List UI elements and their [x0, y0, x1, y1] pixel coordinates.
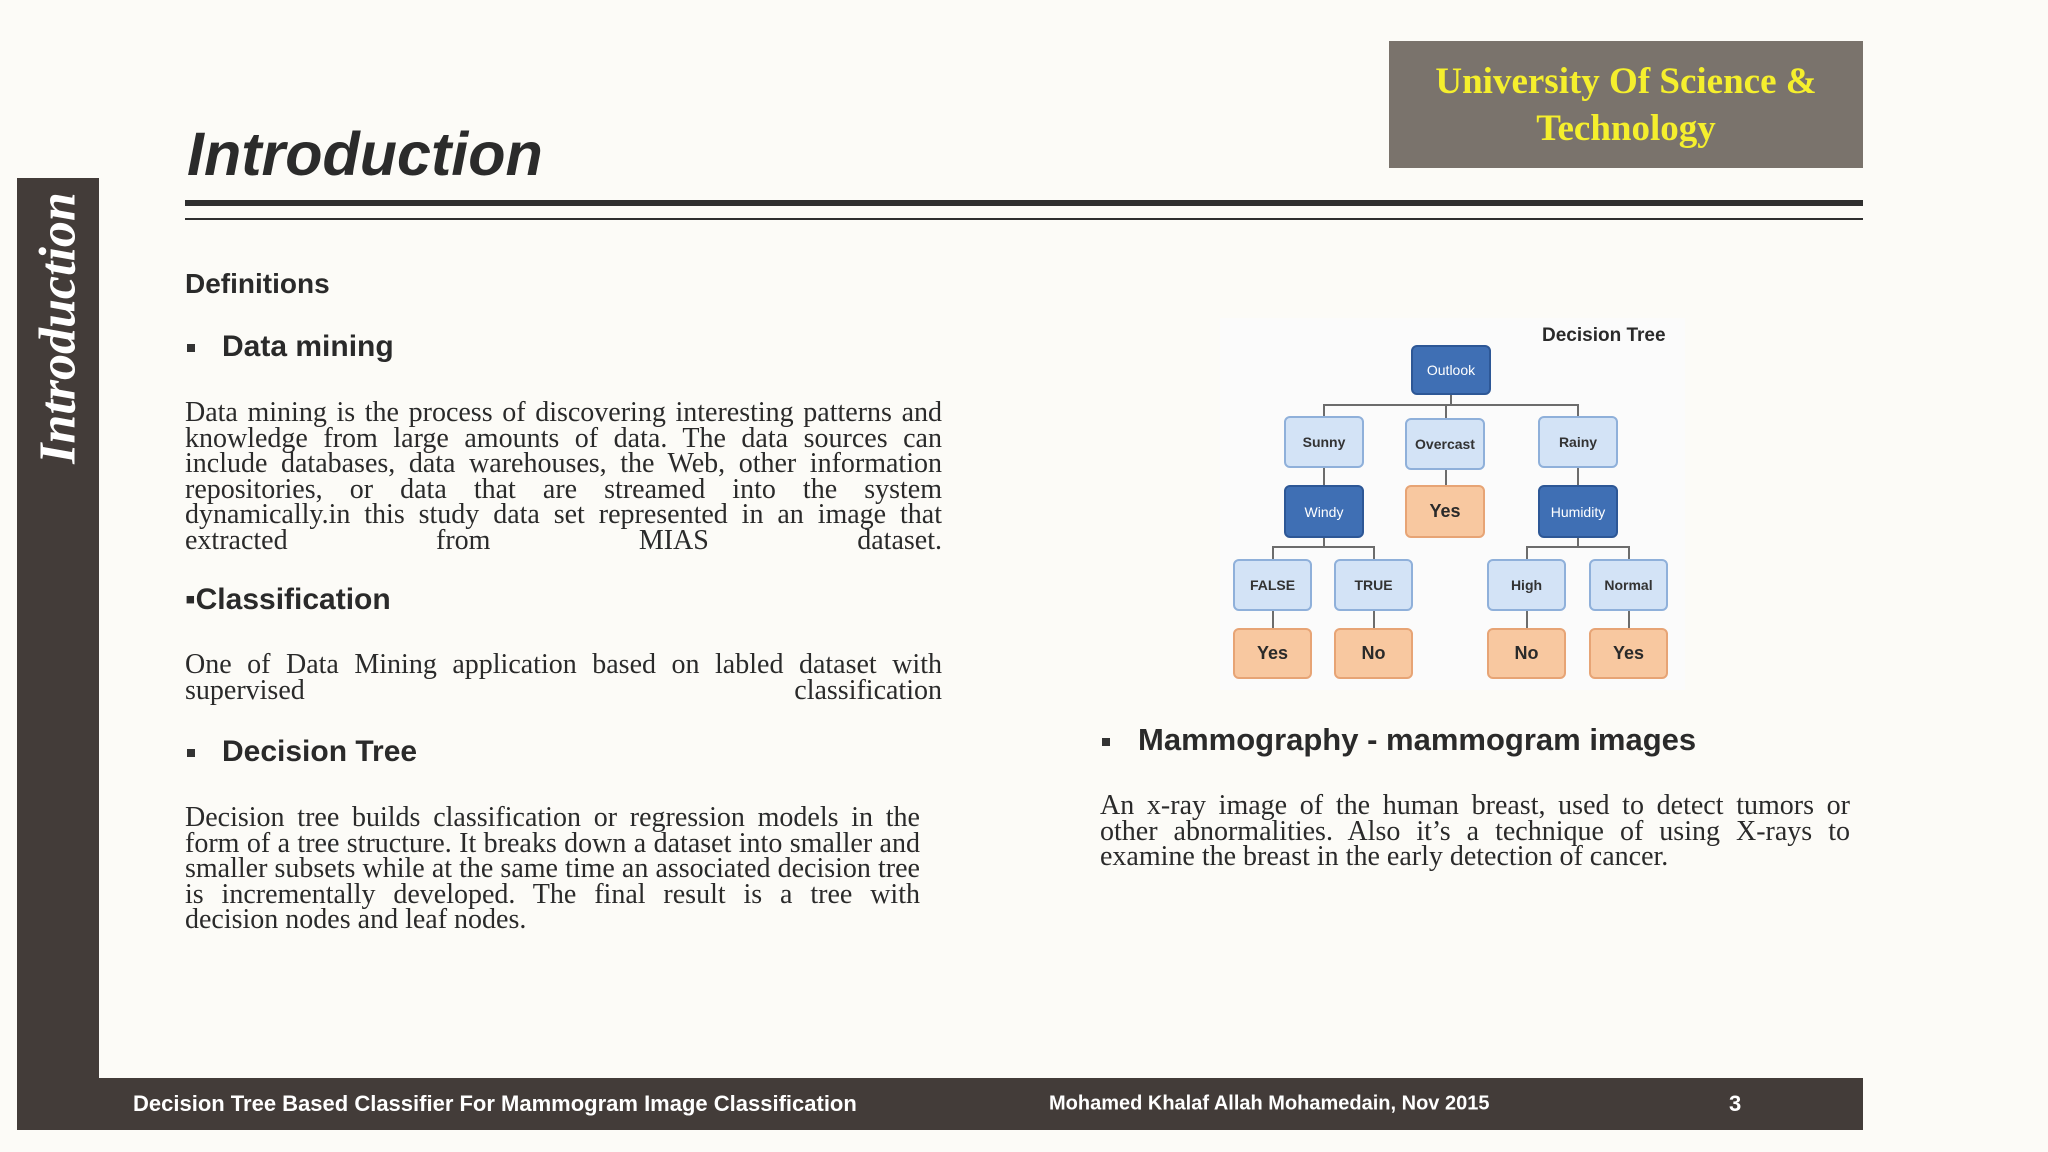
- data-mining-heading: [187, 330, 394, 364]
- tree-node-leaf: No: [1334, 628, 1413, 679]
- tree-node-leaf: Yes: [1405, 485, 1485, 538]
- decision-tree-title: Decision Tree: [222, 735, 418, 768]
- title-rule-thin: [185, 218, 1863, 220]
- data-mining-title: Data mining: [222, 330, 394, 363]
- tree-connector: [1526, 546, 1528, 559]
- mammography-paragraph: An x-ray image of the human breast, used to detect tumors or other abnormalities. Also it’s a technique of using X-rays to examine the breast in the early detection of cancer.: [1100, 790, 1850, 872]
- tree-connector: [1577, 468, 1579, 485]
- bullet-icon: [1102, 738, 1110, 746]
- tree-connector: [1272, 546, 1274, 559]
- tree-node-value: FALSE: [1233, 559, 1312, 611]
- bullet-icon: [187, 749, 195, 757]
- definitions-heading: Definitions: [185, 268, 330, 299]
- data-mining-paragraph: Data mining is the process of discovering interesting patterns and knowledge from large amounts of data. The data sources can include databases, data warehouses, the Web, other information repositories, or data that are streamed into the system dynamically.in this study data set represented in an image that extracted from MIAS dataset.: [185, 397, 942, 556]
- tree-node-branch: Sunny: [1284, 416, 1364, 468]
- university-name: University Of Science & Technology: [1435, 60, 1817, 149]
- tree-node-root: Outlook: [1411, 345, 1491, 395]
- page-title: Introduction: [187, 120, 543, 188]
- decision-tree-paragraph: Decision tree builds classification or regression models in the form of a tree structure. It breaks down a dataset into smaller and smaller subsets while at the same time an associated decision tree is incrementally developed. The final result is a tree with decision nodes and leaf nodes.: [185, 802, 920, 935]
- university-badge: [1389, 41, 1863, 168]
- tree-connector: [1373, 546, 1375, 559]
- tree-connector: [1628, 546, 1630, 559]
- classification-paragraph: One of Data Mining application based on labled dataset with supervised classification: [185, 649, 942, 706]
- footer-author: Mohamed Khalaf Allah Mohamedain, Nov 2015: [1049, 1092, 1490, 1115]
- page-number: 3: [1729, 1091, 1742, 1116]
- footer-title: Decision Tree Based Classifier For Mammogram Image Classification: [133, 1091, 857, 1116]
- side-tab: [17, 178, 99, 478]
- tree-node-attribute: Humidity: [1538, 485, 1618, 538]
- tree-node-value: TRUE: [1334, 559, 1413, 611]
- tree-node-leaf: Yes: [1233, 628, 1312, 679]
- tree-connector: [1323, 468, 1325, 485]
- tree-connector: [1577, 404, 1579, 416]
- mammography-title: Mammography - mammogram images: [1138, 722, 1697, 757]
- tree-connector: [1526, 611, 1528, 628]
- side-tab-label: Introduction: [29, 192, 87, 464]
- tree-connector: [1373, 611, 1375, 628]
- tree-connector: [1445, 404, 1447, 418]
- tree-connector: [1445, 470, 1447, 485]
- tree-connector: [1323, 404, 1579, 406]
- classification-heading: ▪Classification: [185, 583, 391, 616]
- mammography-heading: [1102, 722, 1696, 758]
- tree-node-attribute: Windy: [1284, 485, 1364, 538]
- tree-connector: [1526, 546, 1630, 548]
- tree-connector: [1628, 611, 1630, 628]
- tree-node-branch: Rainy: [1538, 416, 1618, 468]
- tree-connector: [1323, 404, 1325, 416]
- tree-diagram-title: Decision Tree: [1542, 325, 1666, 346]
- title-rule-thick: [185, 200, 1863, 206]
- tree-node-leaf: No: [1487, 628, 1566, 679]
- decision-tree-heading: [187, 735, 417, 769]
- bullet-icon: [187, 344, 195, 352]
- tree-node-leaf: Yes: [1589, 628, 1668, 679]
- tree-node-value: Normal: [1589, 559, 1668, 611]
- tree-node-value: High: [1487, 559, 1566, 611]
- tree-node-branch: Overcast: [1405, 418, 1485, 470]
- tree-connector: [1272, 546, 1375, 548]
- tree-connector: [1272, 611, 1274, 628]
- footer-bar: [99, 1078, 1863, 1130]
